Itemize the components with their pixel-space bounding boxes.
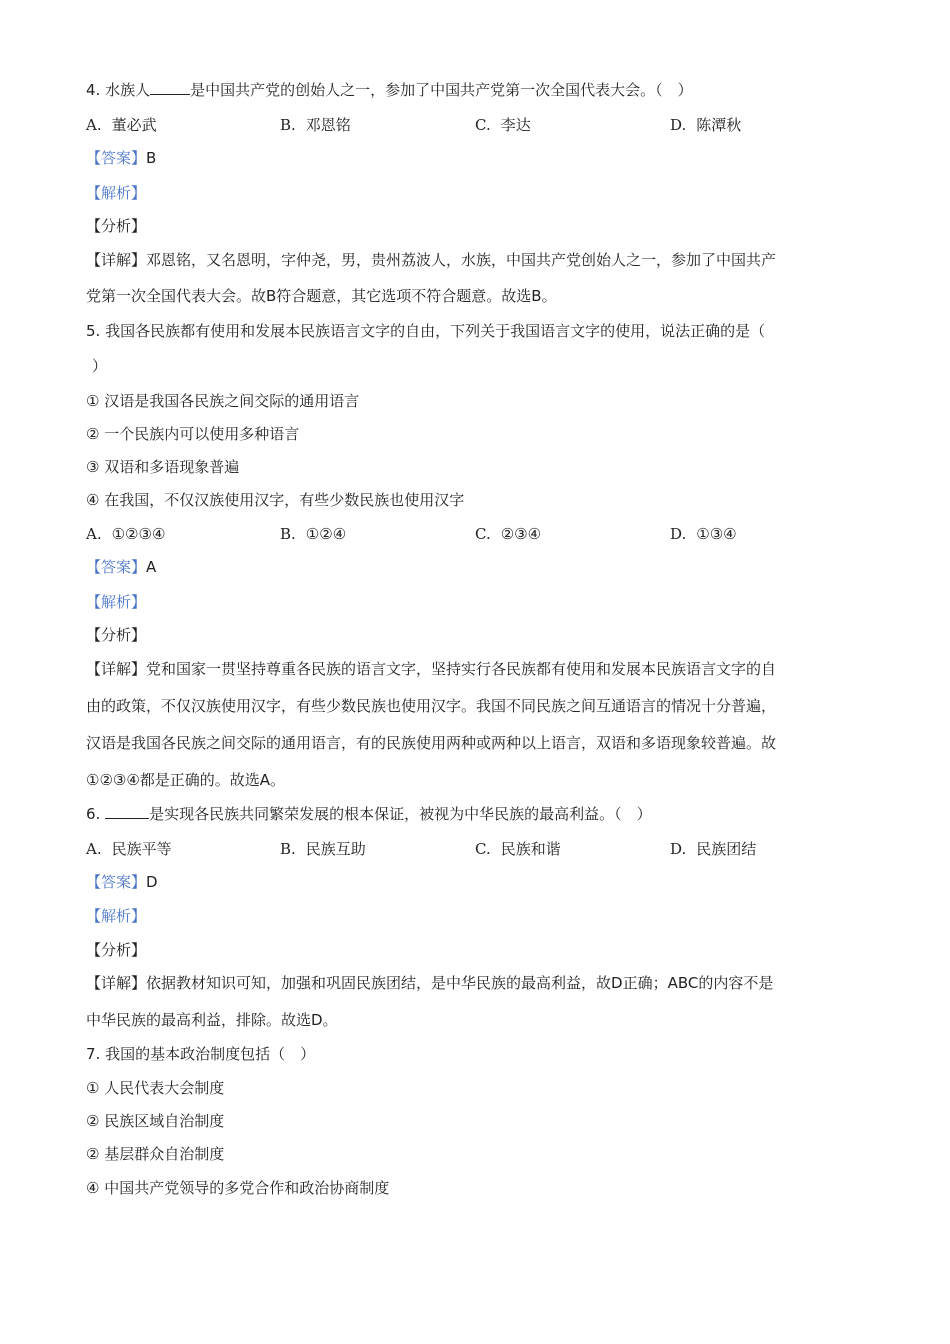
detail-line: 【详解】依据教材知识可知，加强和巩固民族团结，是中华民族的最高利益，故D正确；ABC的内容不是 — [86, 974, 774, 992]
detail-line: 【详解】邓恩铭，又名恩明，字仲尧，男，贵州荔波人，水族，中国共产党创始人之一，参加了中国共产 — [86, 251, 777, 269]
fill-blank — [150, 80, 190, 95]
statement-item: ④ 中国共产党领导的多党合作和政治协商制度 — [86, 1179, 390, 1197]
detail-line: ①②③④都是正确的。故选A。 — [86, 771, 286, 789]
answer-tag: 【答案】 — [86, 149, 147, 167]
fenxi-tag: 【分析】 — [86, 626, 147, 644]
analysis-tag: 【解析】 — [86, 907, 147, 925]
option-c: C. 民族和谐 — [475, 840, 561, 858]
option-d: D. 陈潭秋 — [670, 116, 742, 134]
answer-tag: 【答案】 — [86, 558, 147, 576]
analysis-tag: 【解析】 — [86, 593, 147, 611]
option-b: B. 邓恩铭 — [280, 116, 351, 134]
question-4-stem — [86, 80, 693, 100]
option-c: C. 李达 — [475, 116, 531, 134]
statement-item: ① 汉语是我国各民族之间交际的通用语言 — [86, 392, 360, 410]
fenxi-tag: 【分析】 — [86, 217, 147, 235]
answer-value: B — [146, 149, 157, 167]
answer-line — [86, 148, 156, 168]
option-a: A. ①②③④ — [86, 525, 166, 543]
detail-line: 由的政策，不仅汉族使用汉字，有些少数民族也使用汉字。我国不同民族之间互通语言的情况十分普遍， — [86, 697, 777, 715]
question-number: 4. — [86, 81, 101, 99]
answer-line — [86, 872, 158, 892]
statement-item: ② 民族区域自治制度 — [86, 1112, 225, 1130]
option-b: B. ①②④ — [280, 525, 347, 543]
question-number: 6. — [86, 805, 101, 823]
fill-blank — [105, 804, 149, 819]
answer-tag: 【答案】 — [86, 873, 147, 891]
option-a: A. 董必武 — [86, 116, 157, 134]
detail-tag: 【详解】 — [86, 974, 147, 992]
question-number: 7. — [86, 1045, 101, 1063]
question-6-stem: 6. 是实现各民族共同繁荣发展的根本保证，被视为中华民族的最高利益。（ ） — [86, 805, 652, 823]
detail-tag: 【详解】 — [86, 660, 147, 678]
option-d: D. 民族团结 — [670, 840, 757, 858]
option-d: D. ①③④ — [670, 525, 737, 543]
question-5-stem-cont: ） — [92, 357, 108, 375]
option-a: A. 民族平等 — [86, 840, 172, 858]
statement-item: ② 基层群众自治制度 — [86, 1145, 225, 1163]
statement-item: ④ 在我国，不仅汉族使用汉字，有些少数民族也使用汉字 — [86, 491, 465, 509]
detail-line: 汉语是我国各民族之间交际的通用语言，有的民族使用两种或两种以上语言，双语和多语现象较普遍。故 — [86, 734, 777, 752]
question-number: 5. — [86, 322, 101, 340]
question-stem-pre: 水族人 — [105, 81, 151, 99]
question-7-stem: 7. 我国的基本政治制度包括（ ） — [86, 1045, 316, 1063]
detail-line: 中华民族的最高利益，排除。故选D。 — [86, 1011, 338, 1029]
option-b: B. 民族互助 — [280, 840, 366, 858]
statement-item: ① 人民代表大会制度 — [86, 1079, 225, 1097]
answer-line — [86, 557, 156, 577]
question-5-stem: 5. 我国各民族都有使用和发展本民族语言文字的自由，下列关于我国语言文字的使用，说法正确的是（ — [86, 322, 766, 340]
option-c: C. ②③④ — [475, 525, 542, 543]
analysis-tag: 【解析】 — [86, 184, 147, 202]
statement-item: ② 一个民族内可以使用多种语言 — [86, 425, 300, 443]
answer-value: D — [146, 873, 158, 891]
answer-value: A — [146, 558, 157, 576]
statement-item: ③ 双语和多语现象普遍 — [86, 458, 240, 476]
detail-line: 【详解】党和国家一贯坚持尊重各民族的语言文字，坚持实行各民族都有使用和发展本民族语言文字的自 — [86, 660, 777, 678]
fenxi-tag: 【分析】 — [86, 941, 147, 959]
question-stem-post: 是中国共产党的创始人之一，参加了中国共产党第一次全国代表大会。（ ） — [190, 81, 693, 99]
detail-line: 党第一次全国代表大会。故B符合题意，其它选项不符合题意。故选B。 — [86, 287, 557, 305]
detail-tag: 【详解】 — [86, 251, 147, 269]
